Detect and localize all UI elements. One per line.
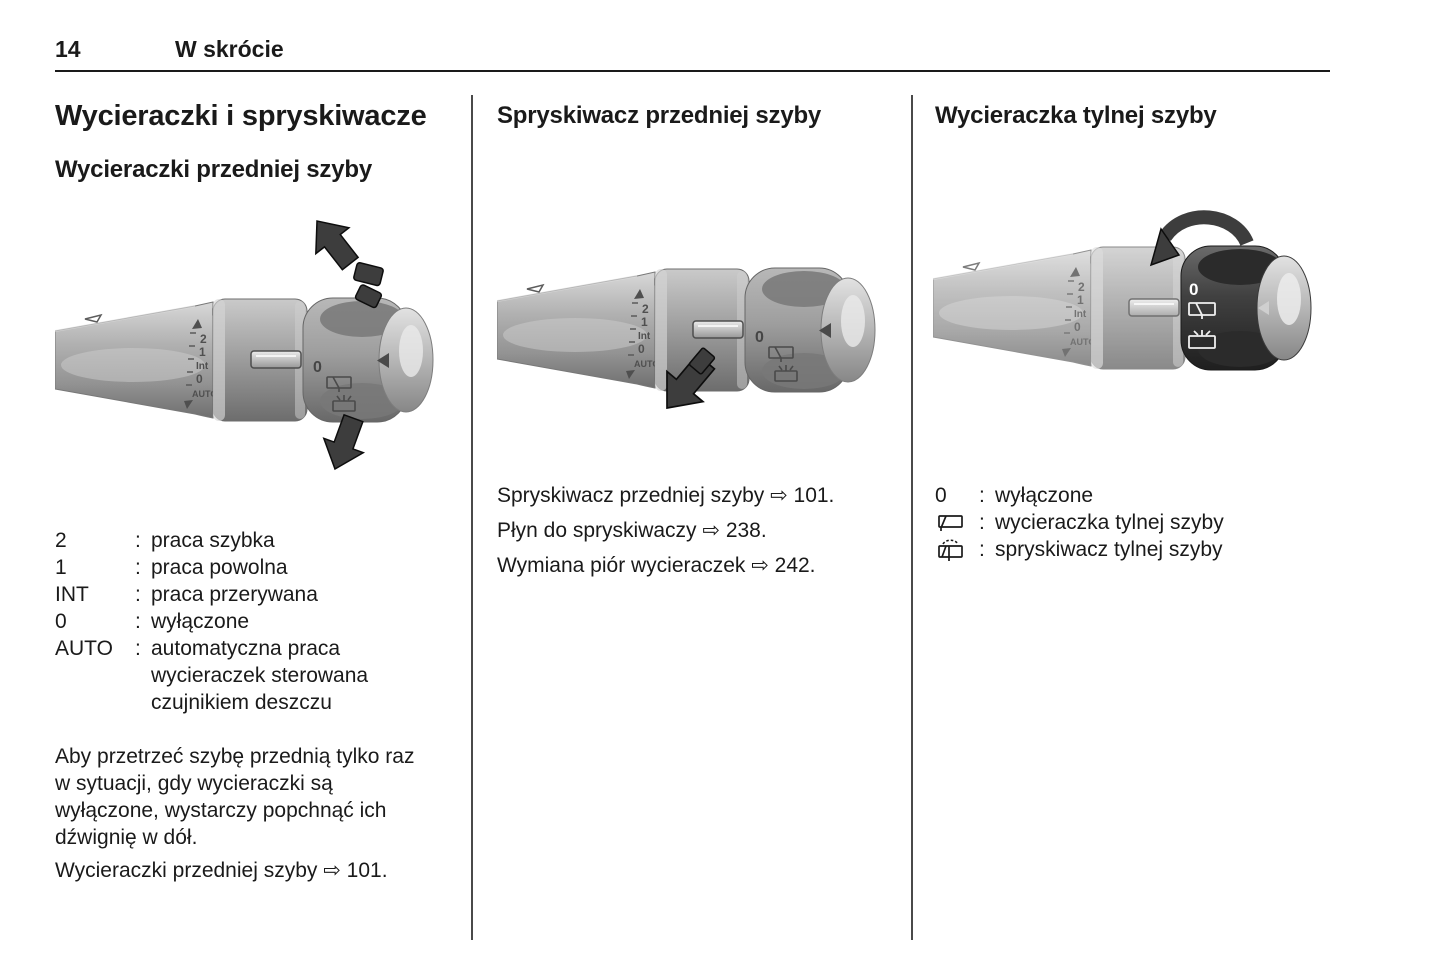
front-wiper-legend [55, 527, 445, 716]
legend-colon: : [979, 538, 985, 561]
page-reference: Płyn do spryskiwaczy ⇨ 238. [497, 519, 767, 542]
legend-desc: automatyczna praca wycieraczek sterowana czujnikiem deszczu [151, 637, 369, 714]
front-wiper-stalk-illustration: 2 1 Int 0 0 [55, 205, 445, 475]
section-heading: Wycieraczki i spryskiwacze [55, 100, 427, 132]
rear-wiper-stalk-figure [933, 203, 1331, 381]
legend-desc: praca powolna [151, 556, 288, 579]
legend-colon: : [979, 511, 985, 534]
legend-desc: wyłączone [995, 484, 1094, 507]
page-reference: Wycieraczki przedniej szyby ⇨ 101. [55, 859, 388, 882]
section-heading: Wycieraczka tylnej szyby [935, 102, 1217, 129]
legend-term: AUTO [55, 637, 113, 660]
front-washer-stalk-illustration [497, 238, 880, 420]
rear-wiper-legend [935, 482, 1330, 563]
section-heading: Spryskiwacz przedniej szyby [497, 102, 822, 129]
page-number: 14 [55, 36, 81, 62]
rear-wiper-icon [935, 509, 979, 536]
column-divider [471, 95, 473, 940]
knob-zero-marking: 0 [1189, 280, 1199, 299]
legend-colon: : [979, 484, 985, 507]
legend-term: 1 [55, 556, 67, 579]
legend-colon: : [135, 610, 141, 633]
legend-desc: praca przerywana [151, 583, 318, 606]
column-divider [911, 95, 913, 940]
header-rule [55, 70, 1330, 72]
legend-desc: spryskiwacz tylnej szyby [995, 538, 1223, 561]
legend-term: 2 [55, 529, 67, 552]
rear-washer-icon [935, 536, 979, 563]
legend-colon: : [135, 529, 141, 552]
legend-colon: : [135, 556, 141, 579]
front-wiper-paragraph: Aby przetrzeć szybę przednią tylko raz w sytuacji, gdy wycieraczki są wyłączone, wystarczy popchnąć ich dźwignię w dół. [55, 745, 415, 849]
legend-desc: wyłączone [151, 610, 250, 633]
front-washer-stalk-figure [497, 238, 880, 420]
legend-term: 0 [935, 484, 947, 507]
page-reference: Wymiana piór wycieraczek ⇨ 242. [497, 554, 816, 577]
subsection-heading: Wycieraczki przedniej szyby [55, 156, 372, 183]
page-reference: Spryskiwacz przedniej szyby ⇨ 101. [497, 484, 835, 507]
legend-term: INT [55, 583, 89, 606]
chapter-title: W skrócie [175, 36, 284, 62]
rear-wiper-stalk-illustration [933, 203, 1331, 381]
legend-colon: : [135, 583, 141, 606]
front-wiper-stalk-figure [55, 205, 445, 475]
legend-term: 0 [55, 610, 67, 633]
legend-desc: praca szybka [151, 529, 275, 552]
legend-colon: : [135, 637, 141, 660]
move-up-arrow [300, 208, 383, 308]
legend-desc: wycieraczka tylnej szyby [995, 511, 1224, 534]
